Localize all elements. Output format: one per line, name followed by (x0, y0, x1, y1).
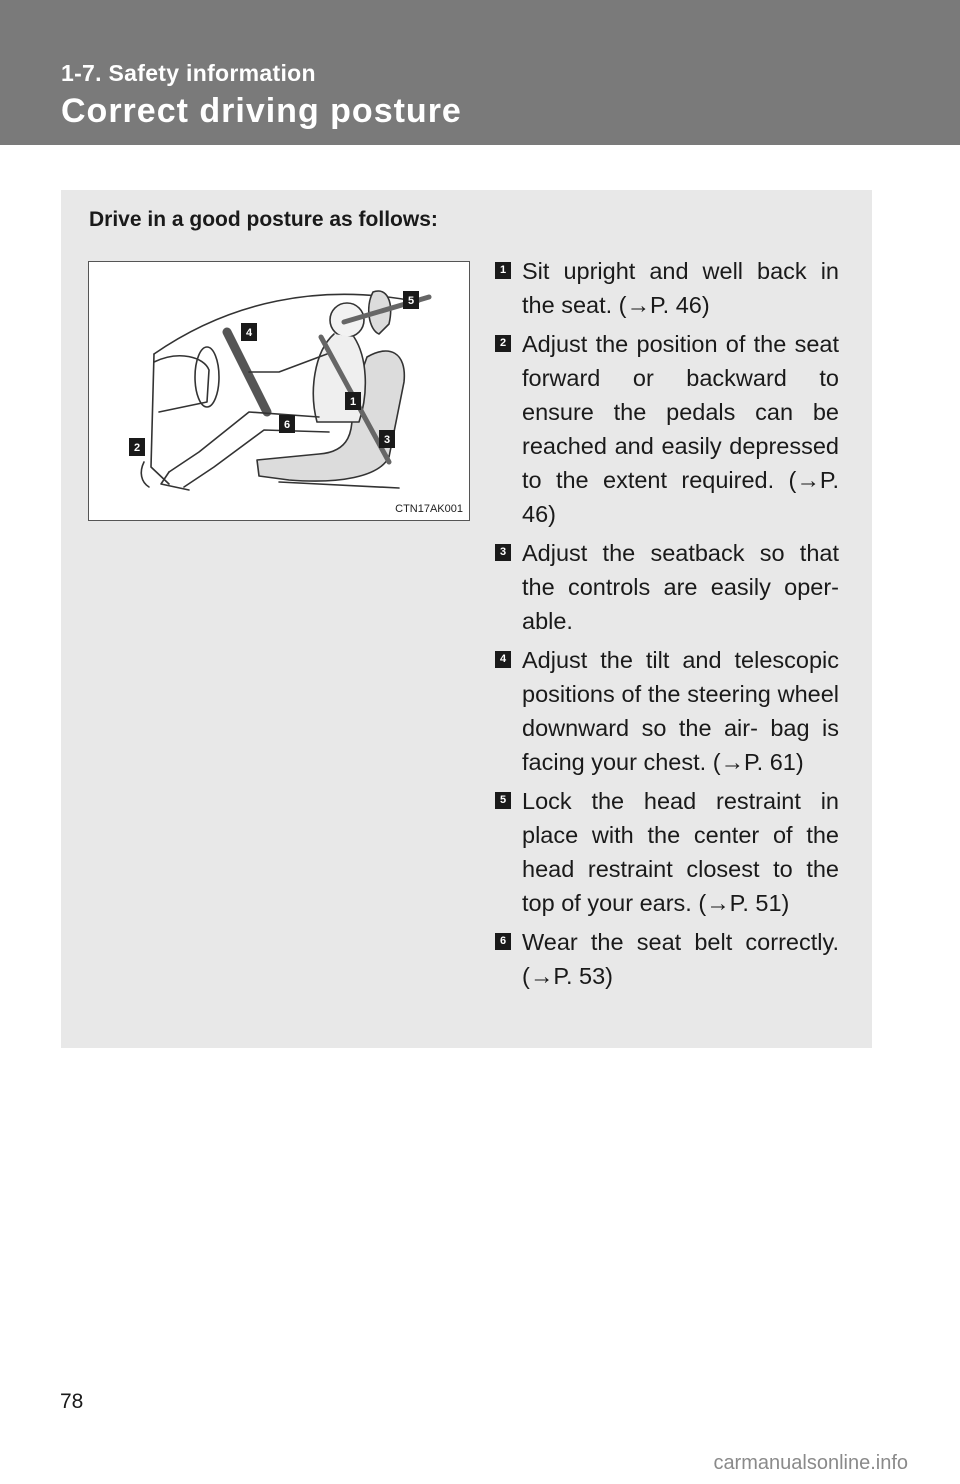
page-header (0, 0, 960, 145)
callout-3: 3 (383, 434, 391, 446)
step-text: Sit upright and well back in the seat. (→P. 46) (522, 258, 839, 318)
callout-6: 6 (283, 419, 291, 431)
pedal (141, 462, 149, 487)
step-item (495, 254, 839, 322)
step-item (495, 643, 839, 779)
figure-code: CTN17AK001 (395, 503, 463, 515)
callout-1: 1 (349, 396, 357, 408)
step-number-badge: 2 (495, 335, 511, 352)
step-number-badge: 3 (495, 544, 511, 561)
step-text: Wear the seat belt correctly. (→P. 53) (522, 929, 839, 989)
posture-steps-list (495, 254, 839, 998)
step-number-badge: 6 (495, 933, 511, 950)
step-text: Adjust the position of the seat forward or backward to ensure the pedals can be reached and easily depressed to the extent required. (→P. 46) (522, 331, 839, 527)
driving-posture-illustration (88, 261, 470, 521)
content-panel (61, 190, 872, 1048)
watermark: carmanualsonline.info (713, 1452, 908, 1474)
step-number-badge: 1 (495, 262, 511, 279)
seat-rail (279, 482, 399, 488)
step-number-badge: 4 (495, 651, 511, 668)
page-number: 78 (60, 1390, 84, 1413)
step-item (495, 327, 839, 531)
intro-text: Drive in a good posture as follows: (89, 208, 438, 231)
section-label: 1-7. Safety information (61, 60, 316, 86)
step-text: Adjust the tilt and telescopic positions of the steering wheel downward so the air- bag is facing your chest. (→P. 61) (522, 647, 839, 775)
step-text: Lock the head restraint in place with the center of the head restraint closest to the top of your ears. (→P. 51) (522, 788, 839, 916)
step-item (495, 925, 839, 993)
step-text: Adjust the seatback so that the controls are easily oper- able. (522, 540, 839, 634)
step-number-badge: 5 (495, 792, 511, 809)
posture-drawing (89, 262, 469, 520)
callout-5: 5 (407, 295, 415, 307)
dashboard-outline (151, 354, 169, 484)
page-title: Correct driving posture (61, 92, 462, 130)
callout-4: 4 (245, 327, 253, 339)
callout-2: 2 (133, 442, 141, 454)
step-item (495, 784, 839, 920)
step-item (495, 536, 839, 638)
